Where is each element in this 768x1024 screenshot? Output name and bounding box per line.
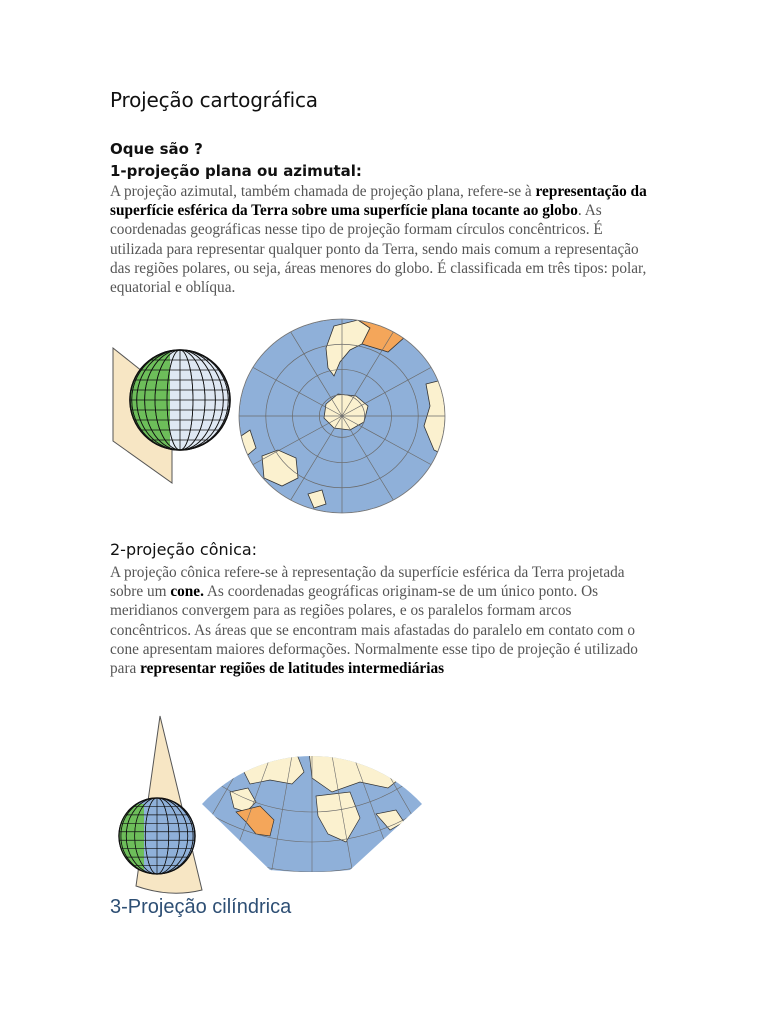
- section-2-bold-1: cone.: [170, 583, 204, 601]
- subtitle: Oque são ?: [110, 140, 203, 158]
- conic-map: [200, 722, 425, 872]
- section-2-bold-2: representar regiões de latitudes intermediárias: [140, 660, 445, 678]
- section-2-paragraph: [110, 563, 650, 678]
- azimuthal-map: [238, 318, 448, 516]
- section-1-paragraph: [110, 182, 650, 297]
- section-1-heading: 1-projeção plana ou azimutal:: [110, 162, 362, 180]
- section-3-heading: 3-Projeção cilíndrica: [110, 896, 292, 918]
- conic-land-eurasia: [308, 732, 408, 792]
- section-1-text-1: A projeção azimutal, também chamada de projeção plana, refere-se à: [110, 183, 536, 200]
- section-1-bold-1: representação da superfície esférica da Terra sobre uma superfície plana tocante ao globo: [110, 183, 647, 220]
- section-2-text-1: A projeção cônica refere-se à representação da superfície esférica da Terra projetada sobre um: [110, 564, 625, 601]
- section-2-heading: 2-projeção cônica:: [110, 540, 258, 559]
- conic-land-north: [240, 750, 304, 784]
- conic-cone-globe-illustration: [110, 714, 206, 896]
- document-title: Projeção cartográfica: [110, 88, 318, 112]
- azimuthal-plane-globe-illustration: [110, 345, 235, 485]
- section-2-text-2: As coordenadas geográficas originam-se de um único ponto. Os meridianos convergem para as regiões polares, e os paralelos formam arcos concêntricos. As áreas que se encontram mais afastadas do paralelo em contato com o cone apresentam maiores deformações. Normalmente esse tipo de projeção é utilizado para: [110, 583, 638, 678]
- section-1-text-2: . As coordenadas geográficas nesse tipo de projeção formam círculos concêntricos. É utilizada para representar qualquer ponto da Terra, sendo mais comum a representação das regiões polares, ou seja, áreas menores do globo. É classificada em três tipos: polar, equatorial e oblíqua.: [110, 202, 647, 297]
